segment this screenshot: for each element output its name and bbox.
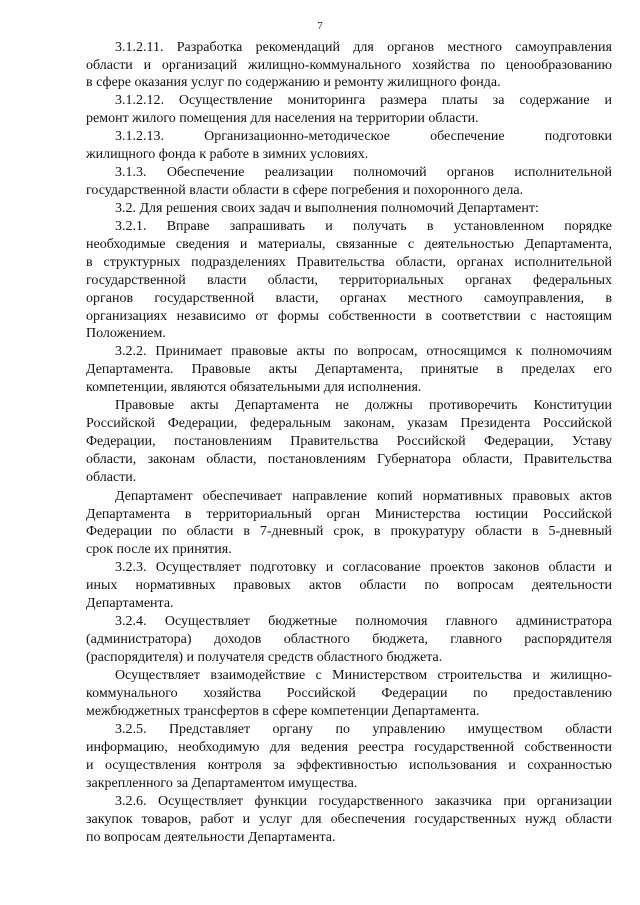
text-line: государственной власти области, территориальных органах федеральных: [86, 273, 612, 288]
text-line: 3.1.2.13. Организационно-методическое обеспечение подготовки: [115, 129, 612, 144]
text-line: области.: [86, 470, 137, 485]
text-line: 3.2.5. Представляет органу по управлению имуществом области: [115, 722, 612, 737]
text-line: в структурных подразделениях Правительства области, органах исполнительной: [86, 255, 612, 270]
text-line: 3.2.6. Осуществляет функции государственного заказчика при организации: [115, 794, 612, 809]
text-line: Российской Федерации, федеральным законам, указам Президента Российской: [86, 416, 612, 431]
text-line: закупок товаров, работ и услуг для обеспечения государственных нужд области: [86, 812, 612, 827]
text-line: Департамента в территориальный орган Министерства юстиции Российской: [86, 507, 612, 522]
text-line: Федерации по области в 7-дневный срок, в прокуратуру области в 5-дневный: [86, 524, 612, 539]
text-line: (распорядителя) и получателя средств областного бюджета.: [86, 650, 443, 665]
text-line: ремонт жилого помещения для населения на территории области.: [86, 111, 479, 126]
text-line: срок после их принятия.: [86, 542, 232, 557]
text-line: 3.1.2.11. Разработка рекомендаций для органов местного самоуправления: [115, 40, 612, 55]
text-line: информацию, необходимую для ведения реестра государственной собственности: [86, 740, 612, 755]
text-line: коммунального хозяйства Российской Федерации по предоставлению: [86, 686, 612, 701]
text-line: организациях независимо от формы собственности в соответствии с настоящим: [86, 309, 612, 324]
text-line: Департамент обеспечивает направление копий нормативных правовых актов: [115, 489, 612, 504]
text-line: необходимые сведения и материалы, связанные с деятельностью Департамента,: [86, 237, 612, 252]
page-number: 7: [317, 20, 323, 32]
text-line: области, законам области, постановлениям Губернатора области, Правительства: [86, 452, 612, 467]
text-line: государственной власти области в сфере погребения и похоронного дела.: [86, 183, 524, 198]
text-line: жилищного фонда к работе в зимних условиях.: [86, 147, 369, 162]
text-line: в сфере оказания услуг по содержанию и ремонту жилищного фонда.: [86, 75, 501, 90]
text-line: закрепленного за Департаментом имущества.: [86, 776, 358, 791]
text-line: и осуществления контроля за эффективностью использования и сохранностью: [86, 758, 612, 773]
text-line: органов государственной власти, органах местного самоуправления, в: [86, 291, 612, 306]
text-line: компетенции, являются обязательными для исполнения.: [86, 380, 422, 395]
text-line: 3.1.2.12. Осуществление мониторинга размера платы за содержание и: [115, 93, 612, 108]
text-line: иных нормативных правовых актов области по вопросам деятельности: [86, 578, 612, 593]
text-line: 3.2.2. Принимает правовые акты по вопросам, относящимся к полномочиям: [115, 344, 612, 359]
text-line: по вопросам деятельности Департамента.: [86, 830, 336, 845]
text-line: (администратора) доходов областного бюджета, главного распорядителя: [86, 632, 612, 647]
text-line: Правовые акты Департамента не должны противоречить Конституции: [115, 398, 612, 413]
text-line: Положением.: [86, 326, 166, 341]
text-line: межбюджетных трансфертов в сфере компетенции Департамента.: [86, 704, 480, 719]
text-line: области и организаций жилищно-коммунального хозяйства по ценообразованию: [86, 58, 612, 73]
text-line: Департамента.: [86, 596, 174, 611]
text-line: 3.2. Для решения своих задач и выполнения полномочий Департамент:: [115, 201, 539, 216]
text-line: Осуществляет взаимодействие с Министерством строительства и жилищно-: [115, 668, 612, 683]
text-line: 3.1.3. Обеспечение реализации полномочий органов исполнительной: [115, 165, 612, 180]
text-line: Департамента. Правовые акты Департамента, принятые в пределах его: [86, 362, 612, 377]
text-line: Федерации, постановлениям Правительства Российской Федерации, Уставу: [86, 434, 612, 449]
text-line: 3.2.3. Осуществляет подготовку и согласование проектов законов области и: [115, 560, 612, 575]
text-line: 3.2.1. Вправе запрашивать и получать в установленном порядке: [115, 219, 612, 234]
text-line: 3.2.4. Осуществляет бюджетные полномочия главного администратора: [115, 614, 612, 629]
